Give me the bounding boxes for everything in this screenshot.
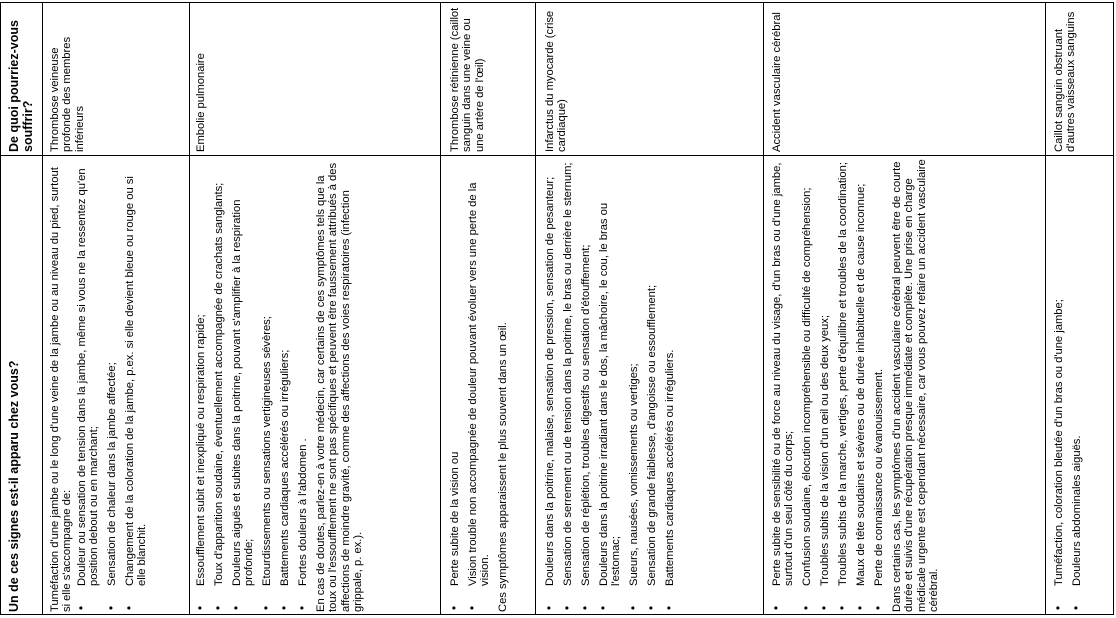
condition-name: Thrombose veineuse profonde des membres inférieurs — [49, 36, 86, 152]
list-item: • Tuméfaction, coloration bleutée d'un bras ou d'une jambe; — [1053, 159, 1065, 586]
symptom-list — [449, 159, 492, 612]
condition-cell — [449, 4, 486, 152]
list-item: • Douleurs dans la poitrine, malaise, sensation de pression, sensation de pesanteur; — [544, 159, 556, 586]
symptom-list — [544, 159, 676, 612]
signs-cell — [449, 159, 510, 612]
condition-cell — [1053, 4, 1078, 152]
signs-cell — [771, 159, 940, 612]
list-item: • Troubles subits de la marche, vertiges, perte d'équilibre et troubles de la coordination; — [837, 159, 849, 586]
header-signs-cell — [7, 159, 21, 612]
row-intro: Tuméfaction d'une jambe ou le long d'une veine de la jambe ou au niveau du pied, surtout si elle s'accompagne de: — [49, 167, 74, 612]
list-item: • Sensation de serrement ou de tension dans la poitrine, le bras ou derrière le sternum; — [562, 159, 574, 586]
list-item: • Sensation de grande faiblesse, d'angoisse ou essoufflement; — [646, 159, 658, 586]
list-item: • Douleurs abdominales aiguës. — [1071, 159, 1083, 586]
condition-cell — [49, 4, 86, 152]
list-item: • Battements cardiaques accélérés ou irréguliers; — [279, 159, 291, 586]
list-item: • Perte de connaissance ou évanouissement. — [873, 159, 885, 586]
table-row-dvt — [43, 2, 190, 615]
table-row-autres — [1046, 2, 1114, 615]
condition-name: Caillot sanguin obstruant d'autres vaisseaux sanguins — [1053, 11, 1078, 152]
condition-name: Embolie pulmonaire — [195, 53, 207, 152]
row-note: Dans certains cas, les symptômes d'un accident vasculaire cérébral peuvent être de courte durée et suivis d'une récupération presque immédiate et complète. Une prise en charge médicale urgente est cependant nécessaire, car vous pouvez refaire un accident vasculaire cérébral. — [890, 159, 941, 612]
table-row-retine — [441, 2, 536, 615]
table-row-infarctus — [536, 2, 764, 615]
list-item: • Vision trouble non accompagnée de douleur pouvant évoluer vers une perte de la vision. — [467, 159, 492, 586]
signs-cell — [195, 159, 364, 612]
condition-name: Infarctus du myocarde (crise cardiaque) — [544, 10, 569, 152]
symptom-list — [76, 159, 149, 612]
header-row — [1, 2, 43, 615]
header-condition-cell — [7, 4, 35, 152]
signs-cell — [1053, 159, 1089, 612]
condition-cell — [771, 4, 783, 152]
symptom-list — [195, 159, 309, 612]
list-item: • Maux de tête soudains et sévères ou de durée inhabituelle et de cause inconnue; — [855, 159, 867, 586]
list-item: • Douleur ou sensation de tension dans la jambe, même si vous ne la ressentez qu'en position debout ou en marchant; — [76, 159, 101, 586]
column-divider — [0, 155, 1114, 156]
list-item: • Essoufflement subit et inexpliqué ou respiration rapide; — [195, 159, 207, 586]
signs-cell — [544, 159, 682, 612]
list-item: • Toux d'apparition soudaine, éventuellement accompagnée de crachats sanglants; — [213, 159, 225, 586]
list-item: • Fortes douleurs à l'abdomen . — [297, 159, 309, 586]
header-signs: Un de ces signes est-il apparu chez vous? — [7, 360, 21, 612]
list-item: • Changement de la coloration de la jambe, p.ex. si elle devient bleue ou rouge ou si elle blanchit. — [124, 159, 149, 586]
list-item: • Perte subite de la vision ou — [449, 159, 461, 586]
row-note: Ces symptômes apparaissent le plus souvent dans un œil. — [497, 322, 510, 612]
list-item: • Douleurs dans la poitrine irradiant dans le dos, la mâchoire, le cou, le bras ou l'estomac; — [598, 159, 623, 586]
table-row-embolie — [190, 2, 441, 615]
list-item: • Battements cardiaques accélérés ou irréguliers. — [664, 159, 676, 586]
symptom-list — [1053, 159, 1083, 612]
signs-cell — [49, 159, 154, 612]
list-item: • Douleurs aiguës et subites dans la poitrine, pouvant s'amplifier à la respiration profonde; — [231, 159, 256, 586]
list-item: • Etourdissements ou sensations vertigineuses sévères; — [261, 159, 273, 586]
list-item: • Troubles subits de la vision d'un œil ou des deux yeux; — [819, 159, 831, 586]
list-item: • Sueurs, nausées, vomissements ou vertiges; — [628, 159, 640, 586]
header-condition: De quoi pourriez-vous souffrir? — [7, 20, 35, 152]
condition-cell — [195, 4, 207, 152]
condition-name: Accident vasculaire cérébral — [771, 12, 783, 152]
list-item: • Confusion soudaine, élocution incompréhensible ou difficulté de compréhension; — [801, 159, 813, 586]
condition-name: Thrombose rétinienne (caillot sanguin dans une veine ou une artère de l'œil) — [449, 7, 486, 152]
table-row-avc — [764, 2, 1046, 615]
symptom-list — [771, 159, 885, 612]
list-item: • Sensation de réplétion, troubles digestifs ou sensation d'étouffement; — [580, 159, 592, 586]
row-note: En cas de doutes, parlez-en à votre médecin, car certains de ces symptômes tels que la toux ou l'essoufflement ne sont pas spécifiques et peuvent être faussement attribués à des affections de moindre gravité, comme des affections des voies respiratoires (infection grippale, p. ex.). — [314, 162, 365, 612]
list-item: • Perte subite de sensibilité ou de force au niveau du visage, d'un bras ou d'une jambe, surtout d'un seul côté du corps; — [771, 159, 796, 586]
condition-cell — [544, 4, 569, 152]
list-item: • Sensation de chaleur dans la jambe affectée; — [106, 159, 118, 586]
